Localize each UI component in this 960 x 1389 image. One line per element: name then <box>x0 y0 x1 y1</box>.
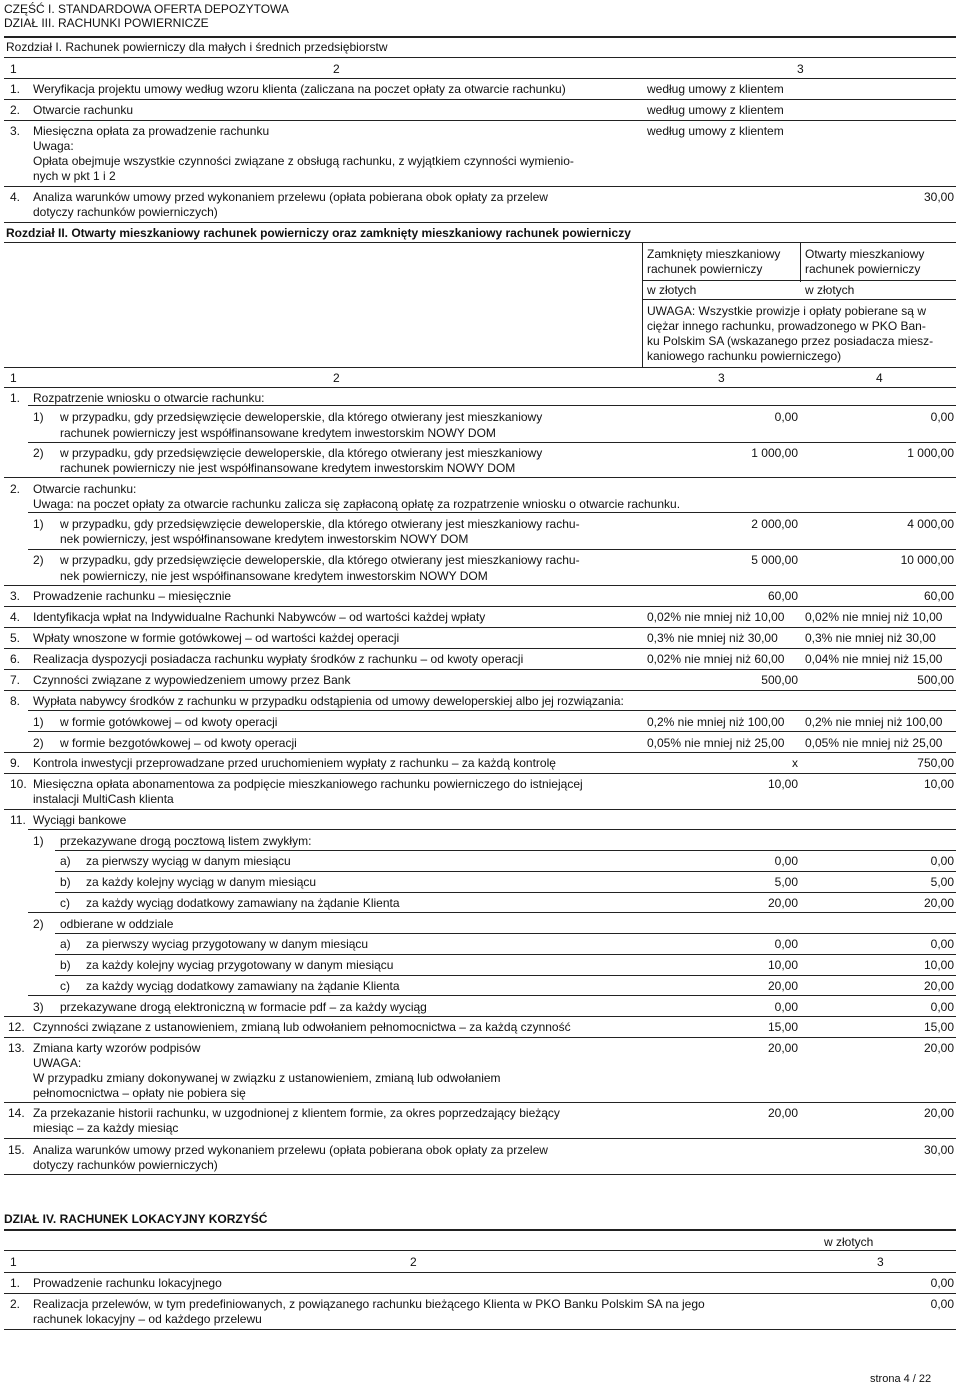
col-header-closed: rachunek powierniczy <box>647 262 763 276</box>
row-description: za każdy kolejny wyciag przygotowany w danym miesiącu <box>86 958 394 972</box>
fee-open: 4 000,00 <box>907 517 954 531</box>
fee-closed: 5 000,00 <box>751 553 798 567</box>
page-number: strona 4 / 22 <box>870 1373 932 1385</box>
fee-open: 20,00 <box>923 1041 954 1055</box>
fee-closed: 20,00 <box>767 1106 798 1120</box>
row-fee: 0,00 <box>930 1297 954 1311</box>
chapter-2-title: Rozdział II. Otwarty mieszkaniowy rachunek powierniczy oraz zamknięty mieszkaniowy rachunek powierniczy <box>6 226 631 240</box>
row-description: rachunek lokacyjny – od każdego przelewu <box>33 1312 262 1326</box>
fee-closed: 0,00 <box>774 1000 798 1014</box>
row-number: 7. <box>10 673 21 687</box>
row-description: Realizacja przelewów, w tym predefiniowanych, z powiązanego rachunku bieżącego Klienta w PKO Banku Polskim SA na jego <box>33 1297 705 1311</box>
row-description: Weryfikacja projektu umowy według wzoru klienta (zaliczana na poczet opłaty za otwarcie rachunku) <box>33 82 566 96</box>
row-description: instalacji MultiCash klienta <box>33 792 174 806</box>
col-number: 1 <box>10 371 17 385</box>
row-description: Realizacja dyspozycji posiadacza rachunku wypłaty środków z rachunku – od kwoty operacji <box>33 652 524 666</box>
row-description: nek powierniczy, jest współfinansowane kredytem inwestorskim NOWY DOM <box>60 532 469 546</box>
row-note: Opłata obejmuje wszystkie czynności związane z obsługą rachunku, z wyjątkiem czynności wymienio- <box>33 154 574 168</box>
row-description: Miesięczna opłata abonamentowa za podpięcie mieszkaniowego rachunku powierniczego do istniejącej <box>33 777 583 791</box>
row-description: Zmiana karty wzorów podpisów <box>33 1041 201 1055</box>
fee-open: 20,00 <box>923 1106 954 1120</box>
col-header-open: rachunek powierniczy <box>805 262 921 276</box>
fee-open: 0,00 <box>930 410 954 424</box>
row-number: 2) <box>33 917 44 931</box>
col-description: 2 <box>410 1255 417 1269</box>
col-open: 4 <box>876 371 883 385</box>
row-description: dotyczy rachunków powierniczych) <box>33 205 218 219</box>
row-description: w przypadku, gdy przedsięwzięcie deweloperskie, dla którego otwierany jest mieszkaniowy <box>60 410 543 424</box>
row-note: pełnomocnictwa – opłaty nie pobiera się <box>33 1086 246 1100</box>
fees-note: kaniowego rachunku powierniczego) <box>647 349 842 363</box>
row-description: Prowadzenie rachunku – miesięcznie <box>33 589 232 603</box>
fees-note: ku Polskim SA (wskazanego przez posiadacza miesz- <box>647 334 934 348</box>
row-description: Analiza warunków umowy przed wykonaniem przelewu (opłata pobierana obok opłaty za przelew <box>33 190 548 204</box>
row-description: Za przekazanie historii rachunku, w uzgodnionej z klientem formie, za okres poprzedzający bieżący <box>33 1106 560 1120</box>
row-number: 1. <box>10 82 21 96</box>
fee-closed: 15,00 <box>767 1020 798 1034</box>
row-description: Prowadzenie rachunku lokacyjnego <box>33 1276 222 1290</box>
fee-closed: 10,00 <box>767 777 798 791</box>
fee-closed: 5,00 <box>774 875 798 889</box>
row-number: 5. <box>10 631 21 645</box>
fee-open: 30,00 <box>923 1143 954 1157</box>
row-description: Czynności związane z wypowiedzeniem umowy przez Bank <box>33 673 351 687</box>
row-number: 3. <box>10 124 21 138</box>
fee-open: 0,2% nie mniej niż 100,00 <box>805 715 943 729</box>
row-number: 11. <box>10 813 26 827</box>
fee-open: 0,02% nie mniej niż 10,00 <box>805 610 943 624</box>
col-fee: 3 <box>877 1255 884 1269</box>
section-title: DZIAŁ III. RACHUNKI POWIERNICZE <box>4 16 209 30</box>
fee-closed: 20,00 <box>767 979 798 993</box>
row-number: 1) <box>33 715 44 729</box>
row-description: w przypadku, gdy przedsięwzięcie deweloperskie, dla którego otwierany jest mieszkaniowy rachu- <box>60 517 580 531</box>
row-number: 1) <box>33 834 44 848</box>
row-number: 9. <box>10 756 21 770</box>
fee-open: 15,00 <box>923 1020 954 1034</box>
fee-open: 10 000,00 <box>900 553 954 567</box>
row-description: Wyciągi bankowe <box>33 813 127 827</box>
chapter-1-title: Rozdział I. Rachunek powierniczy dla małych i średnich przedsiębiorstw <box>6 40 388 54</box>
fee-closed: 0,02% nie mniej niż 10,00 <box>647 610 785 624</box>
col-header-closed: Zamknięty mieszkaniowy <box>647 247 781 261</box>
row-fee: według umowy z klientem <box>647 103 784 117</box>
row-number: 2) <box>33 446 44 460</box>
row-description: Wypłata nabywcy środków z rachunku w przypadku odstąpienia od umowy deweloperskiej albo jej rozwiązania: <box>33 694 624 708</box>
row-number: 1) <box>33 517 44 531</box>
row-number: 3. <box>10 589 21 603</box>
row-note: nych w pkt 1 i 2 <box>33 169 116 183</box>
row-number: c) <box>60 979 70 993</box>
row-number: 2) <box>33 553 44 567</box>
section-4-title: DZIAŁ IV. RACHUNEK LOKACYJNY KORZYŚĆ <box>4 1212 268 1226</box>
row-description: odbierane w oddziale <box>60 917 174 931</box>
row-description: Kontrola inwestycji przeprowadzane przed uruchomieniem wypłaty z rachunku – za każdą kontrolę <box>33 756 556 770</box>
row-number: 2. <box>10 103 21 117</box>
row-note: W przypadku zmiany dokonywanej w związku z ustanowieniem, zmianą lub odwołaniem <box>33 1071 501 1085</box>
fee-closed: 0,00 <box>774 854 798 868</box>
row-number: 15. <box>8 1143 25 1157</box>
fee-open: 10,00 <box>923 777 954 791</box>
fee-open: 20,00 <box>923 979 954 993</box>
fee-open: 0,05% nie mniej niż 25,00 <box>805 736 943 750</box>
currency-label: w złotych <box>805 283 855 297</box>
row-fee: 30,00 <box>923 190 954 204</box>
row-description: za każdy kolejny wyciąg w danym miesiącu <box>86 875 317 889</box>
fee-closed: 500,00 <box>761 673 798 687</box>
row-description: Wpłaty wnoszone w formie gotówkowej – od wartości każdej operacji <box>33 631 400 645</box>
fee-open: 0,3% nie mniej niż 30,00 <box>805 631 936 645</box>
fee-closed: 2 000,00 <box>751 517 798 531</box>
row-number: 1. <box>10 1276 21 1290</box>
row-description: Rozpatrzenie wniosku o otwarcie rachunku: <box>33 391 265 405</box>
fee-closed: 0,3% nie mniej niż 30,00 <box>647 631 778 645</box>
currency-label: w złotych <box>647 283 697 297</box>
row-number: 8. <box>10 694 21 708</box>
fee-closed: 10,00 <box>767 958 798 972</box>
fee-closed: 0,02% nie mniej niż 60,00 <box>647 652 785 666</box>
row-number: c) <box>60 896 70 910</box>
row-description: Otwarcie rachunku <box>33 103 134 117</box>
fee-closed: 1 000,00 <box>751 446 798 460</box>
row-description: Czynności związane z ustanowieniem, zmianą lub odwołaniem pełnomocnictwa – za każdą czynność <box>33 1020 571 1034</box>
fee-closed: 0,05% nie mniej niż 25,00 <box>647 736 785 750</box>
row-description: przekazywane drogą elektroniczną w formacie pdf – za każdy wyciąg <box>60 1000 427 1014</box>
row-number: 2. <box>10 482 21 496</box>
col-closed: 3 <box>718 371 725 385</box>
row-number: 1) <box>33 410 44 424</box>
row-number: b) <box>60 958 71 972</box>
part-title: CZĘŚĆ I. STANDARDOWA OFERTA DEPOZYTOWA <box>4 2 289 16</box>
row-number: a) <box>60 937 71 951</box>
row-description: miesiąc – za każdy miesiąc <box>33 1121 179 1135</box>
row-number: a) <box>60 854 71 868</box>
fee-open: 10,00 <box>923 958 954 972</box>
fee-closed: 60,00 <box>767 589 798 603</box>
row-number: 2. <box>10 1297 21 1311</box>
row-number: b) <box>60 875 71 889</box>
row-description: rachunek powierniczy jest współfinansowane kredytem inwestorskim NOWY DOM <box>60 426 496 440</box>
currency-label: w złotych <box>824 1235 874 1249</box>
fee-open: 0,00 <box>930 854 954 868</box>
row-description: w formie gotówkowej – od kwoty operacji <box>60 715 278 729</box>
col-number: 1 <box>10 62 17 76</box>
row-description: rachunek powierniczy nie jest współfinansowane kredytem inwestorskim NOWY DOM <box>60 461 516 475</box>
row-description: za pierwszy wyciąg w danym miesiącu <box>86 854 291 868</box>
fee-open: 0,00 <box>930 937 954 951</box>
fee-closed: x <box>792 756 798 770</box>
row-description: Analiza warunków umowy przed wykonaniem przelewu (opłata pobierana obok opłaty za przelew <box>33 1143 548 1157</box>
fees-note: UWAGA: Wszystkie prowizje i opłaty pobierane są w <box>647 304 926 318</box>
fees-note: ciężar innego rachunku, prowadzonego w PKO Ban- <box>647 319 926 333</box>
row-description: w przypadku, gdy przedsięwzięcie deweloperskie, dla którego otwierany jest mieszkaniowy <box>60 446 543 460</box>
fee-open: 750,00 <box>917 756 954 770</box>
fee-open: 1 000,00 <box>907 446 954 460</box>
row-number: 10. <box>10 777 27 791</box>
col-description: 2 <box>333 62 340 76</box>
fee-closed: 0,00 <box>774 410 798 424</box>
row-description: przekazywane drogą pocztową listem zwykłym: <box>60 834 312 848</box>
row-description: w formie bezgotówkowej – od kwoty operacji <box>60 736 297 750</box>
row-number: 14. <box>8 1106 25 1120</box>
col-number: 1 <box>10 1255 17 1269</box>
row-number: 1. <box>10 391 21 405</box>
row-description: Otwarcie rachunku: <box>33 482 137 496</box>
row-note: Uwaga: na poczet opłaty za otwarcie rachunku zalicza się zapłaconą opłatę za rozpatrzenie wniosku o otwarcie rachunku. <box>33 497 681 511</box>
fee-open: 500,00 <box>917 673 954 687</box>
col-description: 2 <box>333 371 340 385</box>
row-number: 3) <box>33 1000 44 1014</box>
row-description: za każdy wyciąg dodatkowy zamawiany na żądanie Klienta <box>86 979 400 993</box>
fee-closed: 20,00 <box>767 1041 798 1055</box>
fee-open: 20,00 <box>923 896 954 910</box>
fee-open: 60,00 <box>923 589 954 603</box>
fee-closed: 20,00 <box>767 896 798 910</box>
row-number: 4. <box>10 190 21 204</box>
row-number: 2) <box>33 736 44 750</box>
row-fee: 0,00 <box>930 1276 954 1290</box>
row-description: dotyczy rachunków powierniczych) <box>33 1158 218 1172</box>
row-note-label: UWAGA: <box>33 1056 82 1070</box>
fee-open: 0,00 <box>930 1000 954 1014</box>
fee-open: 5,00 <box>930 875 954 889</box>
row-description: nek powierniczy, nie jest współfinansowane kredytem inwestorskim NOWY DOM <box>60 569 488 583</box>
row-fee: według umowy z klientem <box>647 124 784 138</box>
row-number: 12. <box>8 1020 25 1034</box>
row-description: za każdy wyciąg dodatkowy zamawiany na żądanie Klienta <box>86 896 400 910</box>
row-description: Miesięczna opłata za prowadzenie rachunku <box>33 124 270 138</box>
row-number: 6. <box>10 652 21 666</box>
row-description: w przypadku, gdy przedsięwzięcie deweloperskie, dla którego otwierany jest mieszkaniowy rachu- <box>60 553 580 567</box>
row-description: za pierwszy wyciag przygotowany w danym miesiącu <box>86 937 369 951</box>
row-note-label: Uwaga: <box>33 139 74 153</box>
fee-closed: 0,00 <box>774 937 798 951</box>
row-fee: według umowy z klientem <box>647 82 784 96</box>
col-header-open: Otwarty mieszkaniowy <box>805 247 925 261</box>
col-fee: 3 <box>797 62 804 76</box>
fee-closed: 0,2% nie mniej niż 100,00 <box>647 715 785 729</box>
row-description: Identyfikacja wpłat na Indywidualne Rachunki Nabywców – od wartości każdej wpłaty <box>33 610 486 624</box>
row-number: 13. <box>8 1041 25 1055</box>
row-number: 4. <box>10 610 21 624</box>
fee-open: 0,04% nie mniej niż 15,00 <box>805 652 943 666</box>
